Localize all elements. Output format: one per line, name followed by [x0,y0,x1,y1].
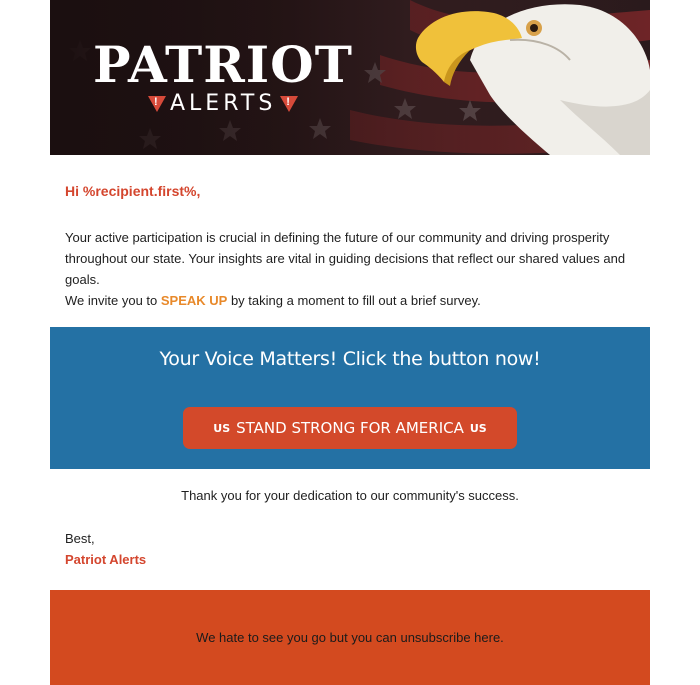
us-flag-icon: US [469,421,487,435]
cta-title: Your Voice Matters! Click the button now! [159,348,541,370]
button-label: STAND STRONG FOR AMERICA [236,419,464,437]
stand-strong-button[interactable] [183,407,517,449]
email-body [50,155,650,311]
speak-up-highlight: SPEAK UP [160,293,228,308]
intro-paragraph: Your active participation is crucial in defining the future of our community and driving prosperity throughout our state. Your insights are vital in guiding decisions that reflect our shared values and goals. [65,230,626,287]
closing: Best, [65,531,95,546]
unsubscribe-link[interactable]: We hate to see you go but you can unsubscribe here. [196,630,504,645]
logo-subtitle [148,93,298,115]
cta-section [50,327,650,469]
thank-you-text: Thank you for your dedication to our community's success. [181,488,519,503]
us-flag-icon: US [213,421,231,435]
sender-name: Patriot Alerts [65,552,147,567]
logo-alerts-text: ALERTS [170,91,277,116]
email-container [50,0,650,685]
logo-wordmark: PATRIOT [93,35,353,94]
greeting: Hi %recipient.first%, [65,183,201,199]
alert-triangle-icon: ! [148,96,166,112]
alert-triangle-icon: ! [280,96,298,112]
survey-invite: We invite you to SPEAK UP by taking a moment to fill out a brief survey. [65,293,481,308]
eagle-icon [410,0,650,155]
footer [50,590,650,685]
header-banner [50,0,650,155]
signature [50,503,650,570]
